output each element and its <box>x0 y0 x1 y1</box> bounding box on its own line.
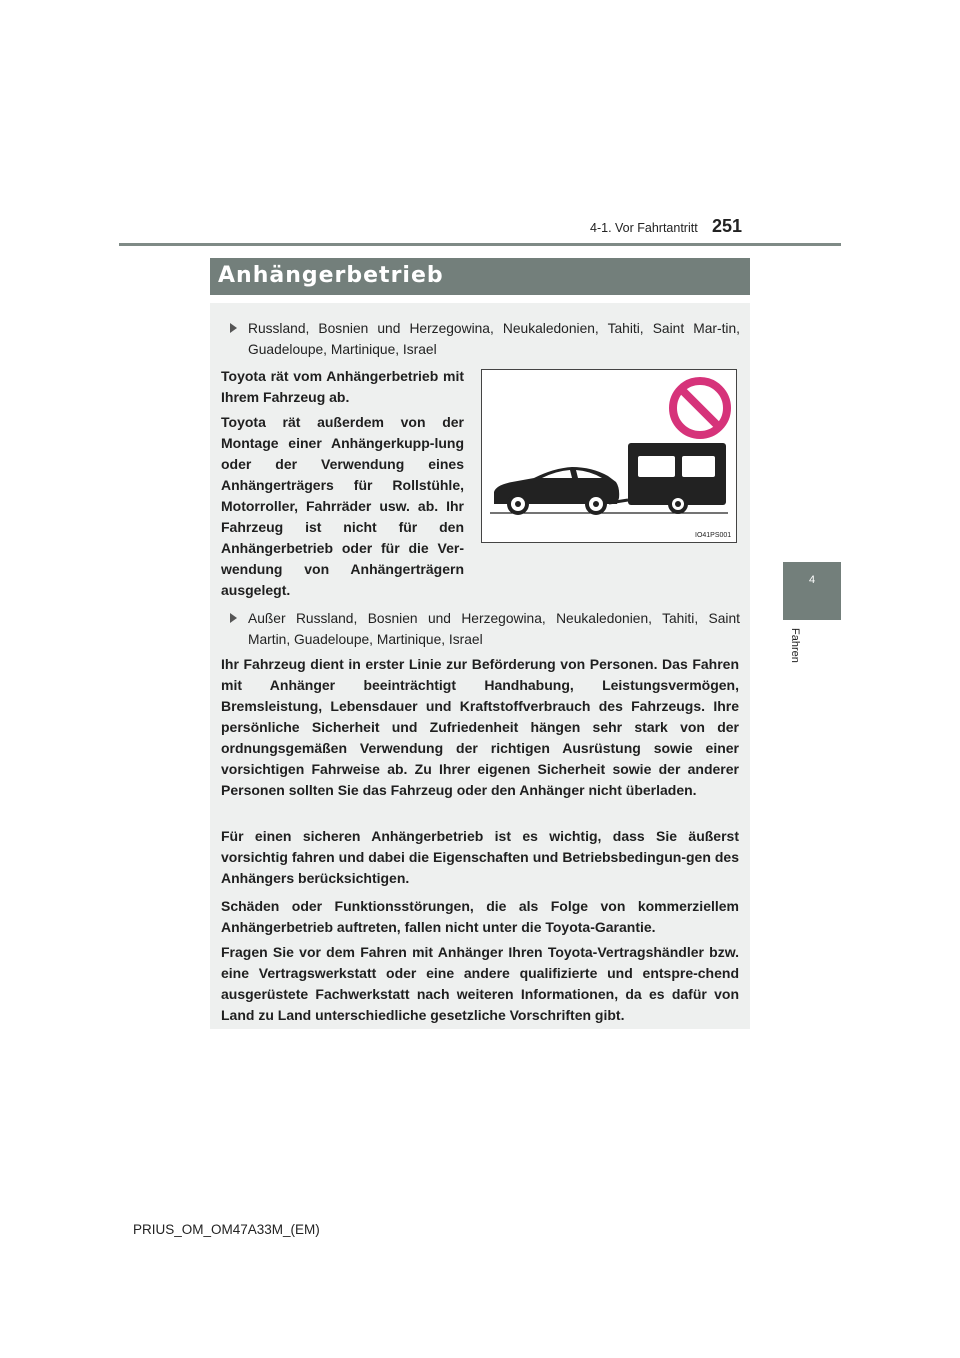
paragraph-advice: Toyota rät vom Anhängerbetrieb mit Ihrem Fahrzeug ab. <box>221 368 464 405</box>
paragraph-safe-towing: Für einen sicheren Anhängerbetrieb ist es wichtig, dass Sie äußerst vorsichtig fahren und dabei die Eigenschaften und Betriebsbedingun-gen des Anhängers berücksichtigen. <box>221 828 739 886</box>
no-towing-illustration <box>481 369 737 543</box>
header-section-title: 4-1. Vor Fahrtantritt <box>590 221 698 235</box>
chapter-tab <box>783 562 841 620</box>
page-number: 251 <box>712 216 743 236</box>
triangle-bullet-icon <box>230 323 237 333</box>
footer-document-code: PRIUS_OM_OM47A33M_(EM) <box>133 1222 320 1237</box>
chapter-tab-number: 4 <box>808 574 816 586</box>
bullet-item-regions <box>230 318 740 360</box>
paragraph-warranty: Schäden oder Funktionsstörungen, die als Folge von kommerziellem Anhängerbetrieb auftreten, fallen nicht unter die Toyota-Garantie. <box>221 898 739 935</box>
bullet-text: Russland, Bosnien und Herzegowina, Neukaledonien, Tahiti, Saint Mar-tin, Guadeloupe, Martinique, Israel <box>248 321 740 357</box>
section-title: Anhängerbetrieb <box>218 263 444 288</box>
chapter-tab-label: Fahren <box>789 628 801 663</box>
figure-code: IO41PS001 <box>695 532 732 539</box>
header-divider <box>119 243 841 246</box>
triangle-bullet-icon <box>230 613 237 623</box>
bullet-item-other-regions <box>230 608 740 650</box>
car-icon <box>494 467 619 515</box>
section-title-bar <box>210 258 750 295</box>
paragraph-dealer-advice: Fragen Sie vor dem Fahren mit Anhänger Ihren Toyota-Vertragshändler bzw. eine Vertragswerkstatt oder eine andere qualifizierte und entspre-chend ausgerüstete Fachwerkstatt nach weiteren Informationen, da es dafür von Land zu Land unterschiedliche gesetzliche Vorschriften gibt. <box>221 944 739 1023</box>
paragraph-hitch-warning: Toyota rät außerdem von der Montage einer Anhängerkupp-lung oder der Verwendung eines Anhängerträgers für Rollstühle, Motorroller, Fahrräder usw. ab. Ihr Fahrzeug ist nicht für den Anhängerbetrieb oder für die Ver-wendung von Anhängerträgern ausgelegt. <box>221 414 464 598</box>
trailer-icon <box>609 443 726 514</box>
prohibition-icon <box>673 381 727 435</box>
bullet-text: Außer Russland, Bosnien und Herzegowina, Neukaledonien, Tahiti, Saint Martin, Guadeloupe, Martinique, Israel <box>248 611 740 647</box>
paragraph-vehicle-purpose: Ihr Fahrzeug dient in erster Linie zur Beförderung von Personen. Das Fahren mit Anhänger beeinträchtigt Handhabung, Leistungsvermögen, Bremsleistung, Lebensdauer und Kraftstoffverbrauch des Fahrzeugs. Ihre persönliche Sicherheit und Zufriedenheit hängen sehr stark von der ordnungsgemäßen Verwendung der richtigen Ausrüstung sowie einer vorsichtigen Fahrweise ab. Zu Ihrer eigenen Sicherheit sowie der anderer Personen sollten Sie das Fahrzeug oder den Anhänger nicht überladen. <box>221 656 739 798</box>
